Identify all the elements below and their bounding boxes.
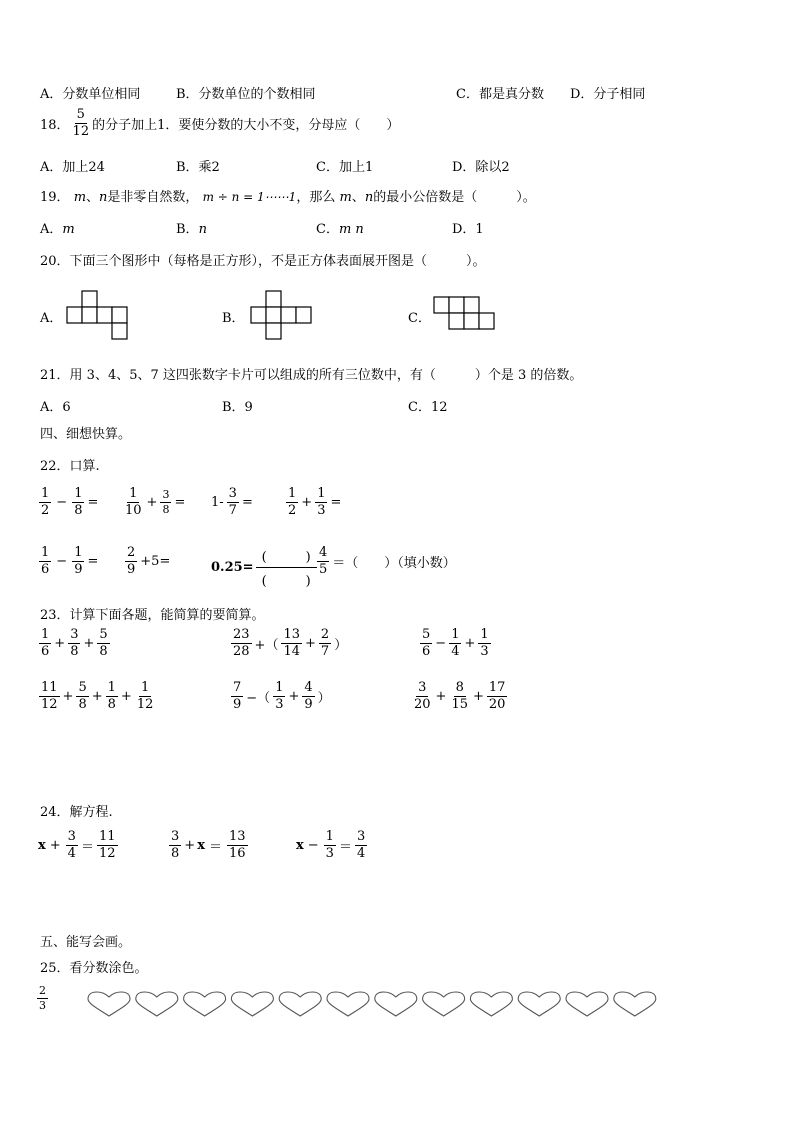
section-5-heading: 五、能写会画。: [40, 935, 132, 950]
section-4-heading: 四、细想快算。: [40, 427, 132, 442]
q22-expr-5: $\frac{1}{6}$ − $\frac{1}{9}$ =: [41, 545, 99, 577]
heart-shape-9[interactable]: [470, 992, 512, 1016]
q21-option-a: A．6: [40, 400, 71, 415]
q19-var-n2: n: [364, 190, 374, 205]
q20-option-a-label: A．: [40, 311, 63, 326]
q20-net-c: [433, 296, 495, 334]
heart-shape-4[interactable]: [231, 992, 273, 1016]
q24-equation-1: x + $\frac{3}{4}$ ＝ $\frac{11}{12}$: [38, 829, 116, 861]
heart-shape-3[interactable]: [184, 992, 226, 1016]
q20-option-c-label: C．: [408, 311, 431, 326]
q22-expr-6: $\frac{2}{9}$ +5=: [127, 545, 171, 577]
q18-option-a: A．加上24: [40, 160, 105, 175]
q18-question: [40, 108, 399, 138]
q23-expr-3: $\frac{5}{6}$ − $\frac{1}{4}$ + $\frac{1}{3}$: [422, 627, 489, 659]
q19-var-m2: m: [339, 190, 352, 205]
q21-option-b: B．9: [222, 400, 253, 415]
q22-expr-7: 0.25= $\frac{( )}{( )}$: [211, 546, 317, 589]
q23-expr-5: $\frac{7}{9}$ −（ $\frac{1}{3}$ + $\frac{4}{9}$ ）: [233, 680, 331, 712]
q23-expr-6: $\frac{3}{20}$ + $\frac{8}{15}$ + $\frac{17}{20}$: [414, 680, 506, 712]
q25-fraction: $\frac{2}{3}$: [39, 984, 46, 1012]
q20-net-b: [250, 290, 312, 342]
q19-var-m: m: [73, 190, 87, 205]
heart-shape-10[interactable]: [518, 992, 560, 1016]
q18-option-b: B．乘2: [176, 160, 220, 175]
q19-text3: 的最小公倍数是（ ）。: [373, 190, 536, 205]
heart-shape-11[interactable]: [566, 992, 608, 1016]
q18-frac-num: 5: [76, 107, 85, 122]
q18-fraction: [71, 108, 92, 138]
q22-expr-3: 1- $\frac{3}{7}$ =: [211, 486, 253, 518]
q18-frac-den: 12: [72, 123, 90, 139]
q18-text: 的分子加上1．要使分数的大小不变，分母应（ ）: [92, 117, 400, 133]
q19-option-b: B．n: [176, 222, 207, 237]
q23-expr-4: $\frac{11}{12}$ + $\frac{5}{8}$ + $\frac{1}{8}$ + $\frac{1}{12}$: [41, 680, 154, 712]
q19-option-a: A．m: [40, 222, 75, 237]
q19-number: 19．: [40, 190, 70, 205]
q19-var-n: n: [99, 190, 108, 205]
q24-title: 24．解方程.: [40, 805, 113, 820]
heart-shape-7[interactable]: [375, 992, 417, 1016]
q23-expr-1: $\frac{1}{6}$ + $\frac{3}{8}$ + $\frac{5}{8}$: [41, 627, 108, 659]
q24-equation-2: $\frac{3}{8}$ + x ＝ $\frac{13}{16}$: [171, 829, 246, 861]
q20-question: 20．下面三个图形中（每格是正方形），不是正方体表面展开图是（ ）。: [40, 254, 486, 269]
q17-option-b: B．分数单位的个数相同: [176, 87, 316, 102]
q20-net-a: [66, 290, 128, 342]
q21-option-c: C．12: [408, 400, 448, 415]
heart-shape-1[interactable]: [88, 992, 130, 1016]
q18-number: 18．: [40, 117, 70, 133]
q18-option-d: D．除以2: [452, 160, 510, 175]
q19-question: [40, 186, 536, 205]
q25-hearts-row: [86, 990, 666, 1020]
q19-formula: m ÷ n = 1⋯⋯1: [202, 190, 297, 204]
heart-shape-8[interactable]: [423, 992, 465, 1016]
q23-title: 23．计算下面各题，能简算的要简算。: [40, 608, 265, 623]
q22-title: 22．口算.: [40, 459, 100, 474]
q19-sep2: 、: [351, 190, 365, 205]
q19-text1: 是非零自然数，: [107, 190, 199, 205]
q18-option-c: C．加上1: [316, 160, 374, 175]
q22-expr-4: $\frac{1}{2}$ + $\frac{1}{3}$ =: [288, 486, 342, 518]
heart-shape-12[interactable]: [614, 992, 656, 1016]
q19-text2: ，那么: [296, 190, 336, 205]
q20-option-b-label: B．: [222, 311, 245, 326]
q23-expr-2: $\frac{23}{28}$ +（ $\frac{13}{14}$ + $\frac{2}{7}$ ）: [233, 627, 348, 659]
heart-shape-5[interactable]: [279, 992, 321, 1016]
q19-option-d: D．1: [452, 222, 484, 237]
heart-shape-6[interactable]: [327, 992, 369, 1016]
q19-sep: 、: [86, 190, 100, 205]
q17-option-d: D．分子相同: [570, 87, 646, 102]
q24-equation-3: x − $\frac{1}{3}$ ＝ $\frac{3}{4}$: [296, 829, 366, 861]
q17-option-c: C．都是真分数: [456, 87, 544, 102]
q19-option-c: C．m n: [316, 222, 364, 237]
q22-expr-1: $\frac{1}{2}$ − $\frac{1}{8}$ =: [41, 486, 99, 518]
q22-expr-2: $\frac{1}{10}$ + $\frac{3}{8}$ =: [125, 486, 186, 518]
q22-expr-8: $\frac{4}{5}$ ＝（ ）（填小数）: [319, 545, 456, 577]
q21-question: 21．用 3、4、5、7 这四张数字卡片可以组成的所有三位数中，有（ ）个是 3 的倍数。: [40, 368, 583, 383]
q17-option-a: A．分数单位相同: [40, 87, 141, 102]
heart-shape-2[interactable]: [136, 992, 178, 1016]
q25-title: 25．看分数涂色。: [40, 961, 148, 976]
